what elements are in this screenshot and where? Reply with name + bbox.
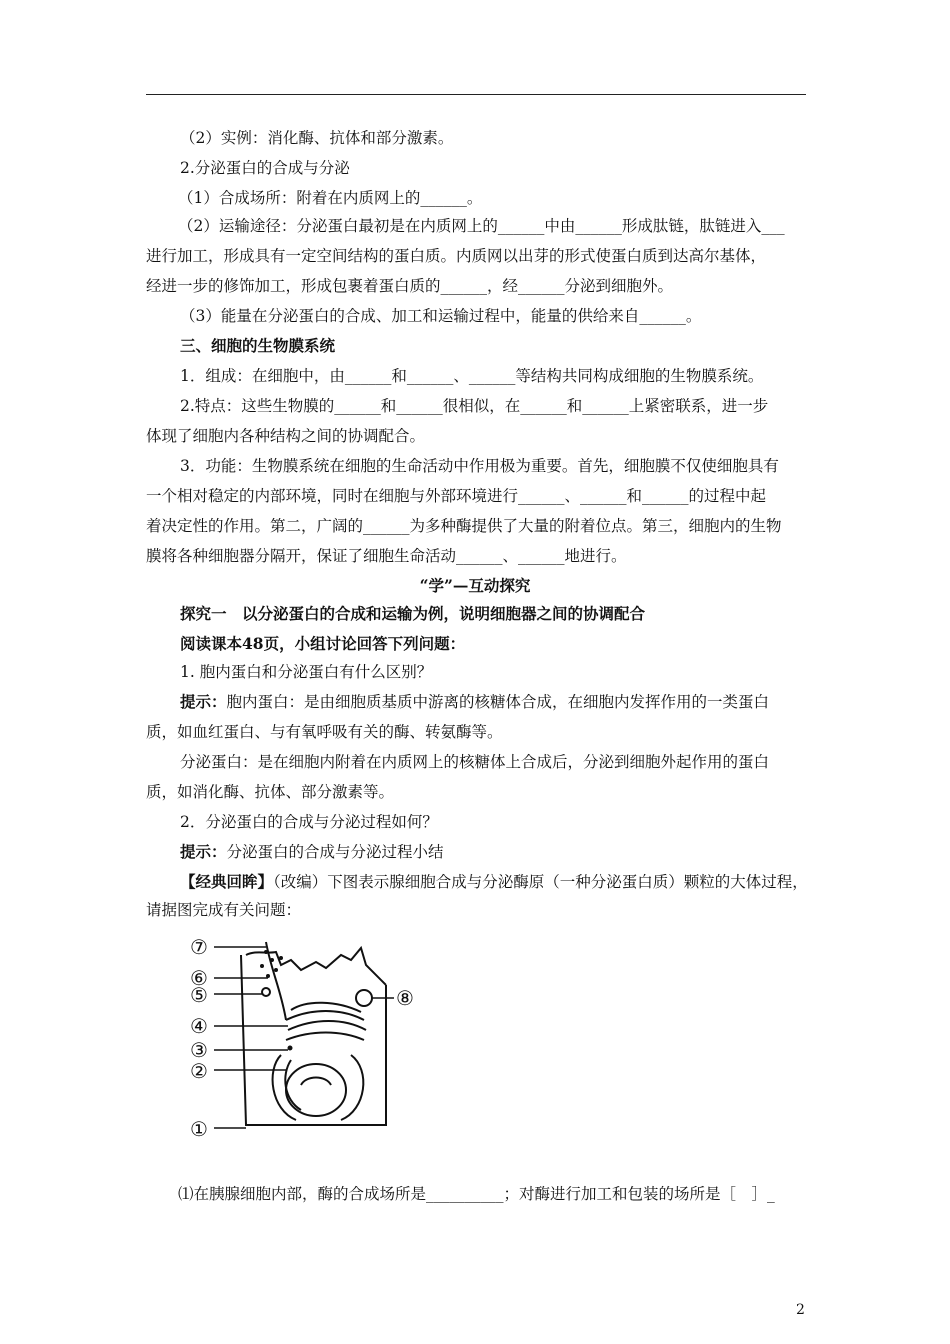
hint-text: 分泌蛋白的合成与分泌过程小结 bbox=[226, 843, 444, 861]
text-line: 着决定性的作用。第二，广阔的______为多种酶提供了大量的附着位点。第三，细胞内的生物 bbox=[146, 517, 782, 535]
diagram-label: ⑤ bbox=[190, 983, 208, 1007]
hint-label: 提示： bbox=[180, 692, 227, 711]
diagram-label: ⑥ bbox=[190, 966, 208, 990]
text-line: 1．组成：在细胞中，由______和______、______等结构共同构成细胞的生物膜系统。 bbox=[180, 367, 764, 385]
text-line: （1）合成场所：附着在内质网上的______。 bbox=[178, 189, 483, 207]
question-line: 2．分泌蛋白的合成与分泌过程如何？ bbox=[180, 813, 438, 831]
text-line: 一个相对稳定的内部环境，同时在细胞与外部环境进行______、______和______的过程中起 bbox=[146, 487, 767, 505]
diagram-label: ⑦ bbox=[190, 935, 208, 959]
text-line: （2）实例：消化酶、抗体和部分激素。 bbox=[180, 129, 454, 147]
text-line: （3）能量在分泌蛋白的合成、加工和运输过程中，能量的供给来自______。 bbox=[180, 307, 702, 325]
question-line: 1. 胞内蛋白和分泌蛋白有什么区别？ bbox=[180, 663, 433, 681]
diagram-label: ④ bbox=[190, 1014, 208, 1038]
diagram-label: ⑧ bbox=[396, 986, 414, 1010]
diagram-label: ③ bbox=[190, 1038, 208, 1062]
text-line: 体现了细胞内各种结构之间的协调配合。 bbox=[146, 427, 426, 445]
review-text: （改编）下图表示腺细胞合成与分泌酶原（一种分泌蛋白质）颗粒的大体过程， bbox=[273, 873, 808, 891]
text-line: 2.分泌蛋白的合成与分泌 bbox=[180, 159, 350, 177]
text-line: 3．功能：生物膜系统在细胞的生命活动中作用极为重要。首先，细胞膜不仅使细胞具有 bbox=[180, 457, 779, 475]
centered-heading: “学”—互动探究 bbox=[419, 576, 531, 595]
text-line: 膜将各种细胞器分隔开，保证了细胞生命活动______、______地进行。 bbox=[146, 547, 627, 565]
review-label: 【经典回眸】 bbox=[180, 872, 274, 891]
text-line: 质，如血红蛋白、与有氧呼吸有关的酶、转氨酶等。 bbox=[146, 723, 503, 741]
diagram-label: ① bbox=[190, 1117, 208, 1141]
text-line: 分泌蛋白：是在细胞内附着在内质网上的核糖体上合成后，分泌到细胞外起作用的蛋白 bbox=[180, 753, 770, 771]
text-line: 进行加工，形成具有一定空间结构的蛋白质。内质网以出芽的形式使蛋白质到达高尔基体， bbox=[146, 247, 767, 265]
section-heading: 三、细胞的生物膜系统 bbox=[180, 336, 336, 355]
hint-label: 提示： bbox=[180, 842, 227, 861]
header-rule bbox=[146, 94, 806, 95]
diagram-label: ② bbox=[190, 1059, 208, 1083]
text-line: 质，如消化酶、抗体、部分激素等。 bbox=[146, 783, 395, 801]
text-line: 2.特点：这些生物膜的______和______很相似，在______和______上紧密联系，进一步 bbox=[180, 397, 769, 415]
gland-cell-diagram bbox=[186, 930, 436, 1150]
hint-line bbox=[180, 692, 769, 712]
inquiry-heading: 探究一 以分泌蛋白的合成和运输为例，说明细胞器之间的协调配合 bbox=[180, 604, 646, 623]
hint-text: 胞内蛋白：是由细胞质基质中游离的核糖体合成，在细胞内发挥作用的一类蛋白 bbox=[226, 693, 770, 711]
text-line: 经进一步的修饰加工，形成包裹着蛋白质的______，经______分泌到细胞外。 bbox=[146, 277, 674, 295]
text-line: 请据图完成有关问题： bbox=[146, 901, 302, 919]
hint-line bbox=[180, 842, 444, 862]
review-line bbox=[180, 872, 808, 892]
text-line: （2）运输途径：分泌蛋白最初是在内质网上的______中由______形成肽链，肽链进入___ bbox=[178, 217, 785, 235]
question-line: ⑴在胰腺细胞内部，酶的合成场所是__________；对酶进行加工和包装的场所是［ ］_ bbox=[178, 1185, 775, 1203]
page-number: 2 bbox=[796, 1302, 805, 1318]
instruction-line: 阅读课本48页，小组讨论回答下列问题： bbox=[180, 634, 466, 653]
